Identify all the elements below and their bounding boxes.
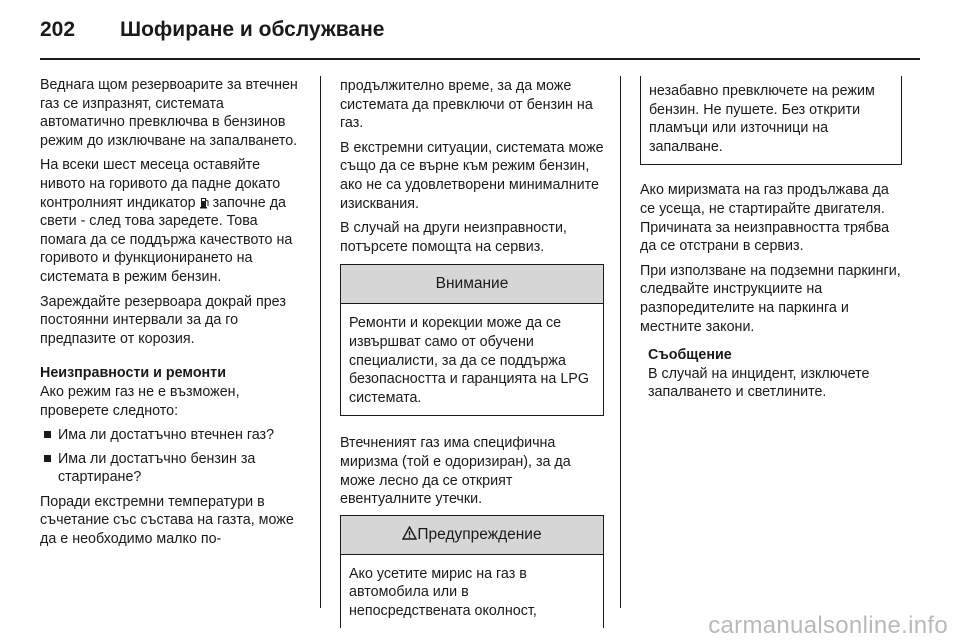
paragraph: Ако режим газ не е възможен, проверете следното: xyxy=(40,383,240,419)
warning-text: Ако усетите мирис на газ в автомобила или в непосредствената околност, xyxy=(349,565,537,619)
header-divider xyxy=(40,58,920,60)
paragraph: В екстремни ситуации, системата може същo да се върне към режим бензин, ако не са удовлетворени минималните изисквания. xyxy=(340,139,604,212)
bullet-square-icon xyxy=(44,455,51,462)
warning-continued-text: незабавно превключете на режим бензин. Не пушете. Без открити пламъци или източници на запалване. xyxy=(649,83,875,155)
column-divider-1 xyxy=(320,76,321,608)
checklist xyxy=(40,426,306,487)
paragraph: Втечненият газ има специфична миризма (той е одоризиран), за да може лесно да се открият евентуалните утечки. xyxy=(340,435,571,508)
attention-title: Внимание xyxy=(341,265,603,304)
warning-box xyxy=(340,515,604,629)
watermark: carmanualsonline.info xyxy=(708,612,948,639)
fuel-gauge-icon xyxy=(200,195,209,209)
column-2 xyxy=(340,77,604,628)
section-heading: Неизправности и ремонти xyxy=(40,365,226,382)
paragraph: Зареждайте резервоара докрай през постоянни интервали за да го предпазите от корозия. xyxy=(40,293,286,347)
attention-text: Ремонти и корекции може да се извършват само от обучени специалисти, за да се поддържа безопасността и гаранцията на LPG системата. xyxy=(349,315,589,406)
list-item: Има ли достатъчно втечнен газ? xyxy=(40,426,306,445)
paragraph: В случай на други неизправности, потърсете помощта на сервиз. xyxy=(340,220,567,255)
warning-header xyxy=(341,516,603,555)
list-item: Има ли достатъчно бензин за стартиране? xyxy=(40,450,306,487)
page-title: Шофиране и обслужване xyxy=(120,18,385,41)
page-header xyxy=(40,14,384,46)
page-number: 202 xyxy=(40,18,76,41)
attention-box xyxy=(340,264,604,416)
paragraph xyxy=(40,156,306,286)
note-title: Съобщение xyxy=(648,347,732,364)
column-1 xyxy=(40,76,306,555)
paragraph: Поради екстремни температури в съчетание със състава на газта, може да е необходимо малко по- xyxy=(40,493,294,548)
column-3 xyxy=(640,76,902,402)
warning-title: Предупреждение xyxy=(417,525,542,543)
paragraph: Веднага щом резервоарите за втечнен газ се изпразнят, системата автоматично превключва в бензинов режим до изключване на запалването. xyxy=(40,77,298,149)
paragraph: При използване на подземни паркинги, следвайте инструкциите на разпоредителите на паркинга и местните закони. xyxy=(640,262,901,335)
paragraph-text: На всеки шест месеца оставяйте нивото на горивото да падне докато контролният индикатор xyxy=(40,157,281,211)
warning-box-continued xyxy=(640,76,902,165)
paragraph: продължително време, за да може системата да превключи от бензин на газ. xyxy=(340,78,593,132)
paragraph-text: започне да свети - след това заредете. Това помага да се поддържа качеството на горивото и функционирането на системата в режим бензин. xyxy=(40,194,293,285)
bullet-square-icon xyxy=(44,431,51,438)
note-text: В случай на инцидент, изключете запалването и светлините. xyxy=(648,365,870,401)
note-block xyxy=(640,346,902,402)
paragraph: Ако миризмата на газ продължава да се усеща, не стартирайте двигателя. Причината за неизправността трябва да се отстрани в сервиз. xyxy=(640,182,890,255)
column-divider-2 xyxy=(620,76,621,608)
warning-triangle-icon xyxy=(402,526,417,540)
